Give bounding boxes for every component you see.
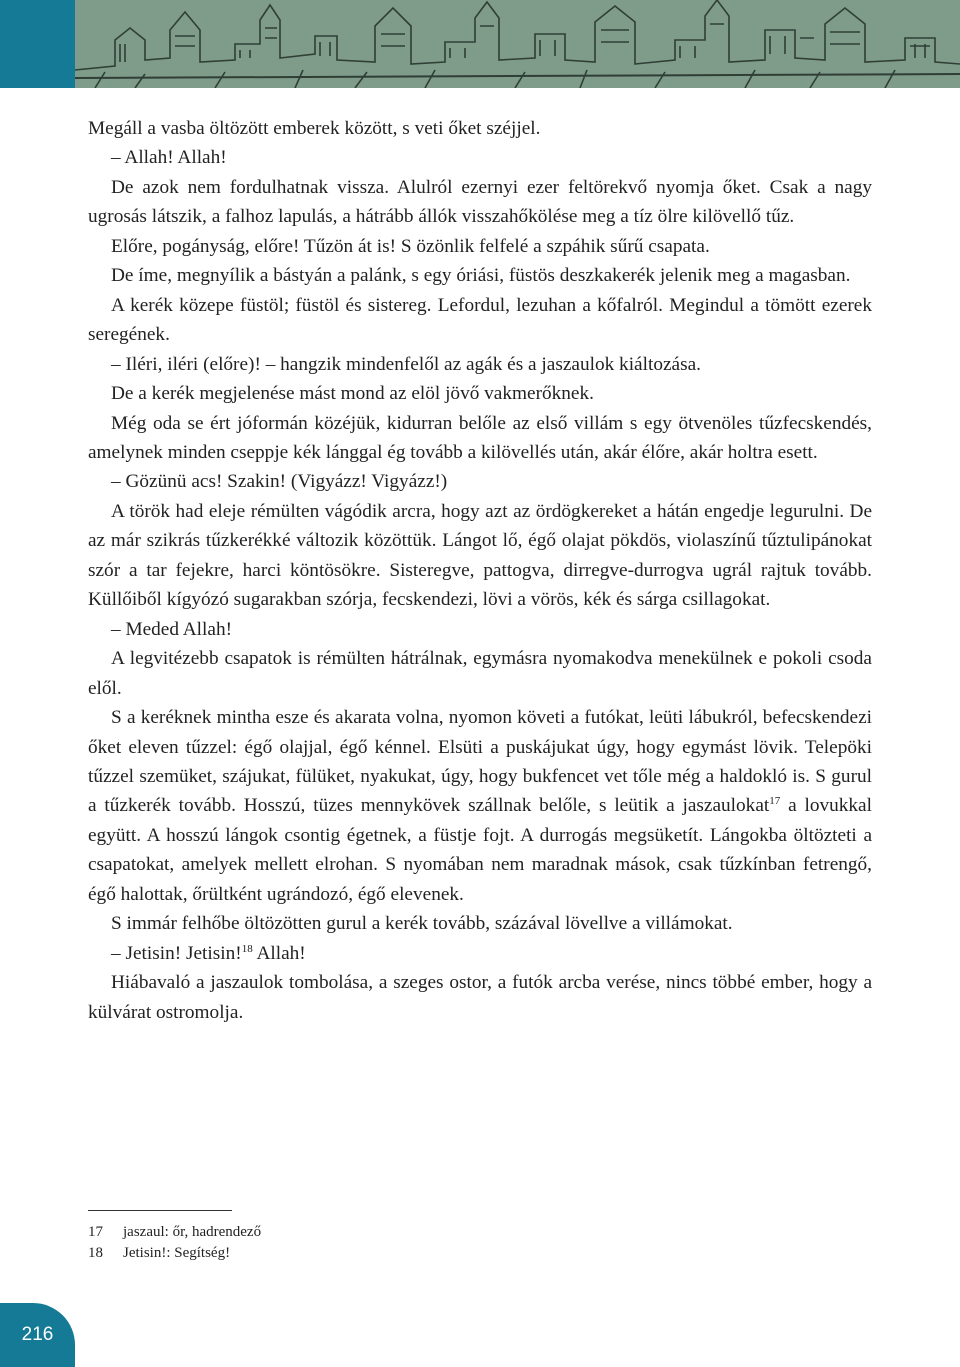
footnote-ref[interactable]: 17 <box>769 795 781 808</box>
paragraph <box>88 703 872 909</box>
paragraph: De a kerék megjelenése mást mond az elöl jövő vakmerőknek. <box>111 383 594 405</box>
paragraph: S immár felhőbe öltözötten gurul a kerék tovább, százával lövellve a villámokat. <box>111 913 733 935</box>
paragraph-text: – Jetisin! Jetisin! <box>111 942 242 964</box>
paragraph: – Gözünü acs! Szakin! (Vigyázz! Vigyázz!) <box>111 471 448 493</box>
body-text <box>88 114 872 1027</box>
paragraph: Megáll a vasba öltözött emberek között, s veti őket széjjel. <box>88 118 541 139</box>
footnote-ref[interactable]: 18 <box>241 942 253 955</box>
page-number: 216 <box>0 1303 75 1367</box>
paragraph: Hiábavaló a jaszaulok tombolása, a szeges ostor, a futók arcba verése, nincs többé ember, hogy a külvárat ostromolja. <box>88 972 872 1023</box>
paragraph: Előre, pogányság, előre! Tűzön át is! S özönlik felfelé a szpáhik sűrű csapata. <box>111 235 710 257</box>
footnote-number: 17 <box>88 1224 103 1240</box>
town-engraving-icon <box>75 0 960 88</box>
paragraph: De azok nem fordulhatnak vissza. Alulról ezernyi ezer feltörekvő nyomja őket. Csak a nagy ugrosás látszik, a falhoz lapulás, a hátrább állók visszahőkölése meg a tíz ölre kilövellő tűz. <box>88 176 872 228</box>
footnote-text: Jetisin!: Segítség! <box>123 1245 231 1261</box>
footnotes <box>88 1222 261 1264</box>
paragraph: A legvitézebb csapatok is rémülten hátrálnak, egymásra nyomakodva menekülnek e pokoli csoda elől. <box>88 648 872 699</box>
footnote-number: 18 <box>88 1245 103 1261</box>
paragraph: De íme, megnyílik a bástyán a palánk, s egy óriási, füstös deszkakerék jelenik meg a magasban. <box>111 265 851 287</box>
paragraph: A török had eleje rémülten vágódik arcra, hogy azt az ördögkereket a hátán engedje legurulni. De az már szikrás tűzkerékké változik közöttük. Lángot lő, égő olajat pökdös, violaszínű tűztulipánokat szór a tar fejekre, harci köntösökre. Sisteregve, pattogva, dirregve-durrogva ugrál rajtuk tovább. Küllőiből kígyózó sugarakban szórja, fecskendezi, lövi a vörös, kék és sárga csillagokat. <box>88 500 872 611</box>
paragraph-text: Allah! <box>252 942 306 964</box>
footnote-text: jaszaul: őr, hadrendező <box>123 1224 262 1240</box>
footnote-divider <box>88 1210 232 1211</box>
paragraph-text: a lovukkal együtt. A hosszú lángok csontig égetnek, a füstje fojt. A durrogás megsüketít. Lángokba öltözteti a csapatokat, amelyek mellett elrohan. S nyomában nem maradnak mások, csak tűzkínban fetrengő, égő halottak, őrültként ugrándozó, égő elevenek. <box>88 795 872 905</box>
paragraph: – Allah! Allah! <box>111 147 227 169</box>
footnote <box>88 1222 261 1243</box>
header-illustration <box>75 0 960 88</box>
paragraph: – Iléri, iléri (előre)! – hangzik mindenfelől az agák és a jaszaulok kiáltozása. <box>111 353 701 375</box>
paragraph: Még oda se ért jóformán közéjük, kidurran belőle az első villám s egy ötvenöles tűzfecskendés, amelynek minden cseppje kék lánggal ég tovább a kilövellés után, akár élőre, akár holtra esett. <box>88 412 872 463</box>
paragraph <box>88 939 872 968</box>
page-header <box>0 0 960 88</box>
paragraph-text: S a keréknek mintha esze és akarata volna, nyomon követi a futókat, leüti lábukról, befecskendezi őket eleven tűzzel: égő olajjal, égő kénnel. Elsüti a puskájukat úgy, hogy egymást lövik. Telepöki tűzzel szemüket, szájukat, fülüket, nyakukat, úgy, hogy bukfencet vet tőle még a haldokló is. S gurul a tűzkerék tovább. Hosszú, tüzes mennykövek szállnak belőle, s leütik a jaszaulokat <box>88 707 872 817</box>
paragraph: A kerék közepe füstöl; füstöl és sistereg. Lefordul, lezuhan a kőfalról. Megindul a tömött ezerek seregének. <box>88 294 872 346</box>
footnote <box>88 1243 261 1264</box>
header-tab <box>0 0 75 88</box>
paragraph: – Meded Allah! <box>111 618 233 640</box>
